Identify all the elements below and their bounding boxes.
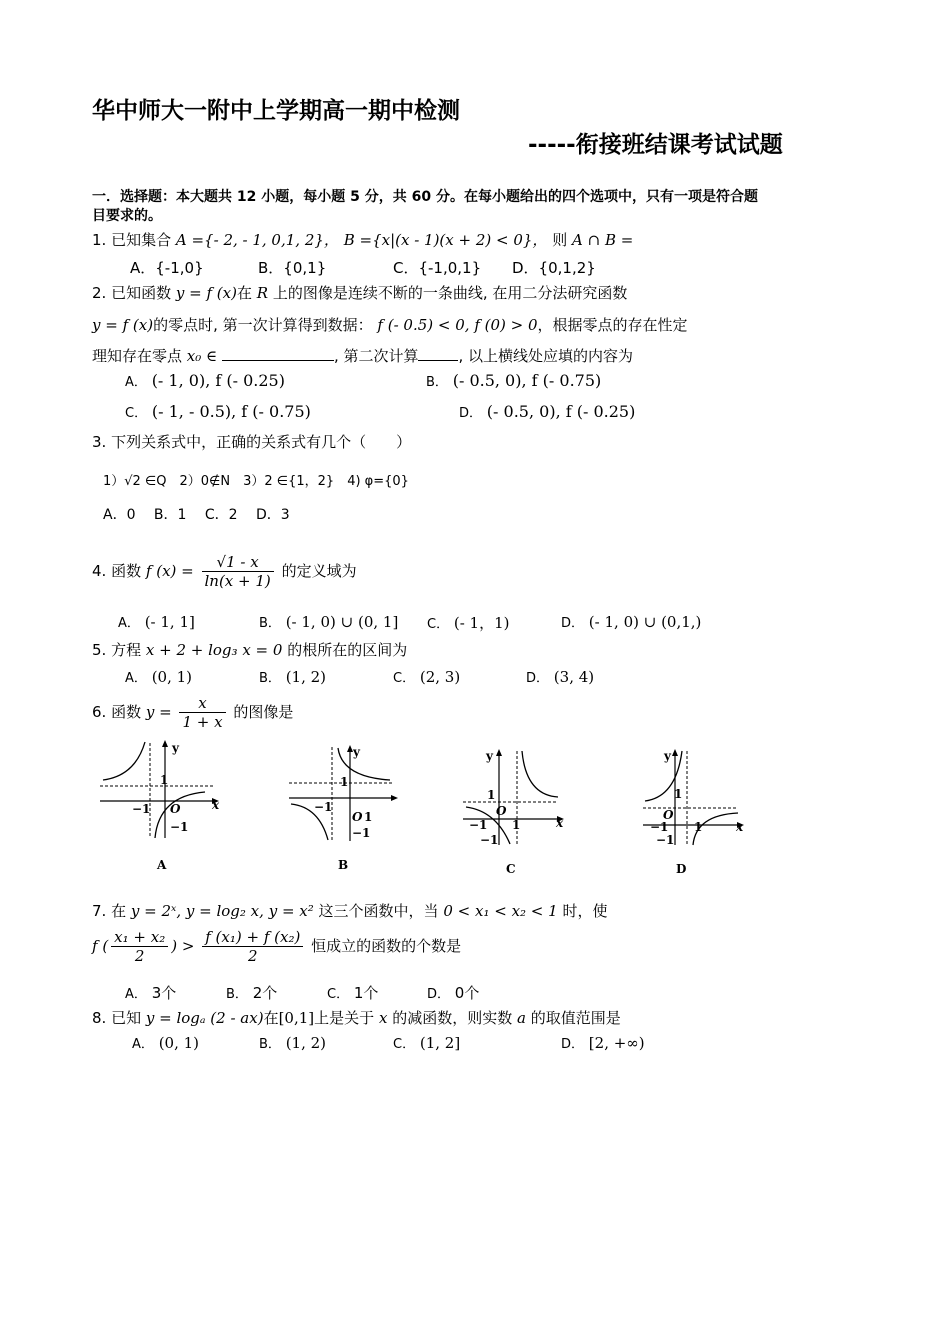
section-heading-cont: 目要求的。 [92,208,162,224]
q5-option-b[interactable]: B． (1, 2) [259,668,327,686]
q1-option-c[interactable]: C．{-1,0,1} [393,259,482,277]
graph-c-y: y [486,749,493,763]
graph-c-o: O [496,804,507,818]
section-heading: 一．选择题：本大题共 12 小题，每小题 5 分，共 60 分。在每小题给出的四个选项中，只有一项是符合题 [92,189,758,205]
graph-b-o: O [352,810,363,824]
q2-option-a[interactable]: A． (- 1, 0), f (- 0.25) [125,371,285,390]
question-1: 1. 已知集合 A ={- 2, - 1, 0,1, 2}， B ={x|(x - 1)(x + 2) < 0}， 则 A ∩ B = [92,231,634,249]
q1-option-b[interactable]: B．{0,1} [258,259,327,277]
q7-option-c[interactable]: C． 1个 [327,984,379,1002]
graph-b-one-x: 1 [364,810,373,824]
q5-option-a[interactable]: A． (0, 1) [125,668,193,686]
graph-c-label: C [506,862,516,876]
q4-fraction: $\frac{√1 - x}{\ln(x + 1)}$ [202,553,274,590]
graph-a-y: y [172,741,179,755]
graph-a-neg-one: −1 [132,802,151,816]
q6-fraction: $\frac{x}{1 + x}$ [179,694,225,731]
question-3-items: 1）√2 ∈Q 2）0∉N 3）2 ∈{1，2} 4) φ={0} [103,474,409,489]
graph-d-one-x: 1 [694,820,703,834]
answer-blank-2[interactable] [418,346,458,361]
graph-c-one-x: 1 [512,818,521,832]
question-6: 6. 函数 y = $\frac{x}{1 + x}$ 的图像是 [92,694,294,731]
graph-d-neg-one-y: −1 [656,833,675,847]
q7-lhs-fraction: $\frac{\text{x₁ + x₂}}{2}$ [111,928,168,965]
graph-a-one: 1 [160,773,169,787]
graph-c-neg-one-y: −1 [480,833,499,847]
graph-a-neg-one-y: −1 [170,820,189,834]
q7-rhs-fraction: $\frac{\text{f (x₁) + f (x₂)}}{2}$ [202,928,303,965]
question-2-line-2: y = f (x)的零点时, 第一次计算得到数据： f (- 0.5) < 0, f (0) > 0，根据零点的存在性定 [92,316,688,334]
page-title: 华中师大一附中上学期高一期中检测 [92,98,460,124]
question-4: 4. 函数 f (x) = $\frac{√1 - x}{\ln(x + 1)}$ 的定义域为 [92,553,357,590]
q2-option-d[interactable]: D． (- 0.5, 0), f (- 0.25) [459,402,636,421]
question-7-line-2: f ( $\frac{\text{x₁ + x₂}}{2}$ ) > $\frac{\text{f (x₁) + f (x₂)}}{2}$ 恒成立的函数的个数是 [92,928,462,965]
graph-a-x: x [212,798,220,812]
q5-option-d[interactable]: D． (3, 4) [526,668,595,686]
graph-d-neg-one: −1 [650,820,669,834]
q4-option-c[interactable]: C． (- 1，1) [427,614,510,632]
q8-option-b[interactable]: B． (1, 2) [259,1034,327,1052]
graph-c-neg-one: −1 [469,818,488,832]
question-3: 3. 下列关系式中，正确的关系式有几个（ ） [92,433,412,451]
graph-a[interactable] [95,738,225,843]
question-2-line-3: 理知存在零点 x₀ ∈ , 第二次计算 , 以上横线处应填的内容为 [92,347,634,365]
graph-b-neg-one-y: −1 [352,826,371,840]
graph-a-label: A [157,858,167,872]
q2-option-c[interactable]: C． (- 1, - 0.5), f (- 0.75) [125,402,311,421]
q4-option-a[interactable]: A． (- 1, 1] [118,613,195,631]
q5-option-c[interactable]: C． (2, 3) [393,668,461,686]
graph-d-x: x [736,820,744,834]
q1-option-a[interactable]: A．{-1,0} [130,259,204,277]
q4-option-b[interactable]: B． (- 1, 0) ∪ (0, 1] [259,613,399,631]
q1-option-d[interactable]: D．{0,1,2} [512,259,596,277]
q8-option-c[interactable]: C． (1, 2] [393,1034,461,1052]
graph-c-x: x [556,816,564,830]
graph-b-label: B [338,858,349,872]
q3-options[interactable]: A．0 B．1 C．2 D．3 [103,507,290,523]
graph-b[interactable] [286,743,406,843]
q4-option-d[interactable]: D． (- 1, 0) ∪ (0,1,) [561,613,702,631]
graph-c[interactable] [460,747,575,847]
graph-d-y: y [664,749,671,763]
graph-d-o: O [663,808,674,822]
graph-d-one: 1 [674,787,683,801]
answer-blank-1[interactable] [222,346,334,361]
graph-b-one: 1 [340,775,349,789]
graph-d-label: D [676,862,687,876]
q7-option-b[interactable]: B． 2个 [226,984,278,1002]
question-5: 5. 方程 x + 2 + log₃ x = 0 的根所在的区间为 [92,641,408,659]
q2-option-b[interactable]: B． (- 0.5, 0), f (- 0.75) [426,371,602,390]
q8-option-d[interactable]: D． [2, +∞) [561,1034,645,1052]
q8-option-a[interactable]: A． (0, 1) [132,1034,200,1052]
question-2: 2. 已知函数 y = f (x)在 R 上的图像是连续不断的一条曲线, 在用二分法研究函数 [92,284,628,302]
q7-option-a[interactable]: A． 3个 [125,984,177,1002]
graph-a-o: O [170,802,181,816]
graph-c-one: 1 [487,788,496,802]
page-subtitle: -----衔接班结课考试试题 [528,132,783,158]
question-7: 7. 在 y = 2ˣ, y = log₂ x, y = x² 这三个函数中，当 0 < x₁ < x₂ < 1 时，使 [92,902,608,920]
graph-b-y: y [353,745,360,759]
q7-option-d[interactable]: D． 0个 [427,984,480,1002]
question-8: 8. 已知 y = logₐ (2 - ax)在[0,1]上是关于 x 的减函数，则实数 a 的取值范围是 [92,1009,621,1027]
graph-b-neg-one: −1 [314,800,333,814]
